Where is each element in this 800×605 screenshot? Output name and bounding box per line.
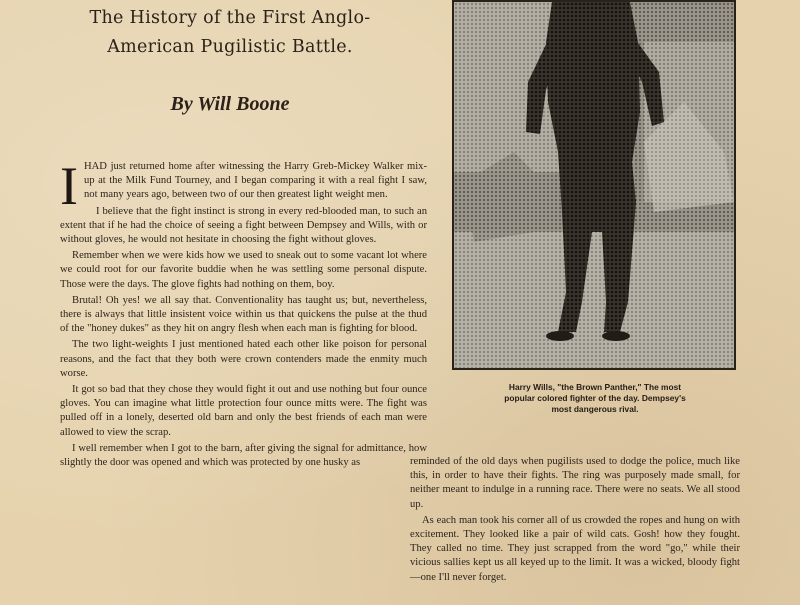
article-paragraph-4: Brutal! Oh yes! we all say that. Conventionality has taught us; but, nevertheless, there is always that little insistent voice within us that quickens the pulse at the thud of the "honey dukes" as they hit on angry flesh when each man is fighting for blood.	[60, 294, 427, 335]
article-paragraph-5: The two light-weights I just mentioned hated each other like poison for personal reasons, and the fact that they both were crown contenders made the enmity much worse.	[60, 339, 427, 379]
article-paragraph-6: It got so bad that they chose they would fight it out and use nothing but four ounce gloves. You can imagine what little protection four ounce mitts were. The fight was pulled off in a lonely, deserted old barn and only the best friends of each man were allowed to view the scrap.	[60, 384, 427, 438]
photo-caption-line-1: Harry Wills, "the Brown Panther," The most	[508, 382, 682, 392]
article-byline: By Will Boone	[170, 93, 290, 115]
boxer-photo-illustration	[454, 2, 734, 368]
article-title-line-1: The History of the First Anglo-	[89, 8, 371, 28]
boxer-photo	[452, 0, 736, 370]
article-paragraph-8: reminded of the old days when pugilists used to dodge the police, much like this, in order to have their fights. The ring was purposely made small, for neither meant to indulge in a running race. There were no seats. We all stood up.	[410, 456, 740, 510]
article-paragraph-3: Remember when we were kids how we used to sneak out to some vacant lot where we could root for our favorite buddie when he was settling some personal dispute. Those were the days. The glove fights had nothing on them, boy.	[60, 250, 427, 290]
article-paragraph-7: I well remember when I got to the barn, after giving the signal for admittance, how slightly the door was opened and which was protected by one husky as	[60, 442, 427, 469]
article-column-left	[60, 156, 427, 470]
article-paragraph-2: I believe that the fight instinct is strong in every red-blooded man, to such an extent that if he had the choice of seeing a fight between Dempsey and Wills, with or without gloves, he would not hesitate in choosing the fight without gloves.	[60, 205, 427, 246]
photo-caption-line-3: most dangerous rival.	[551, 404, 639, 414]
article-title-line-2: American Pugilistic Battle.	[107, 37, 353, 57]
article-paragraph-1: IHAD just returned home after witnessing the Harry Greb-Mickey Walker mix-up at the Milk Fund Tourney, and I began comparing it with a real fight I saw, not many years ago, between two of our then greatest light weight men.	[60, 156, 427, 216]
article-paragraph-9: As each man took his corner all of us crowded the ropes and hung on with excitement. They looked like a pair of wild cats. Gosh! how they fought. They called no time. They just scrapped from the word "go," while their vicious sallies kept us all keyed up to the limit. It was a wicked, bloody fight—one I'll never forget.	[410, 514, 740, 583]
photo-caption	[470, 382, 720, 415]
article-column-right	[410, 455, 740, 585]
drop-cap: I	[60, 156, 78, 216]
photo-caption-line-2: popular colored fighter of the day. Dempsey's	[504, 393, 686, 403]
